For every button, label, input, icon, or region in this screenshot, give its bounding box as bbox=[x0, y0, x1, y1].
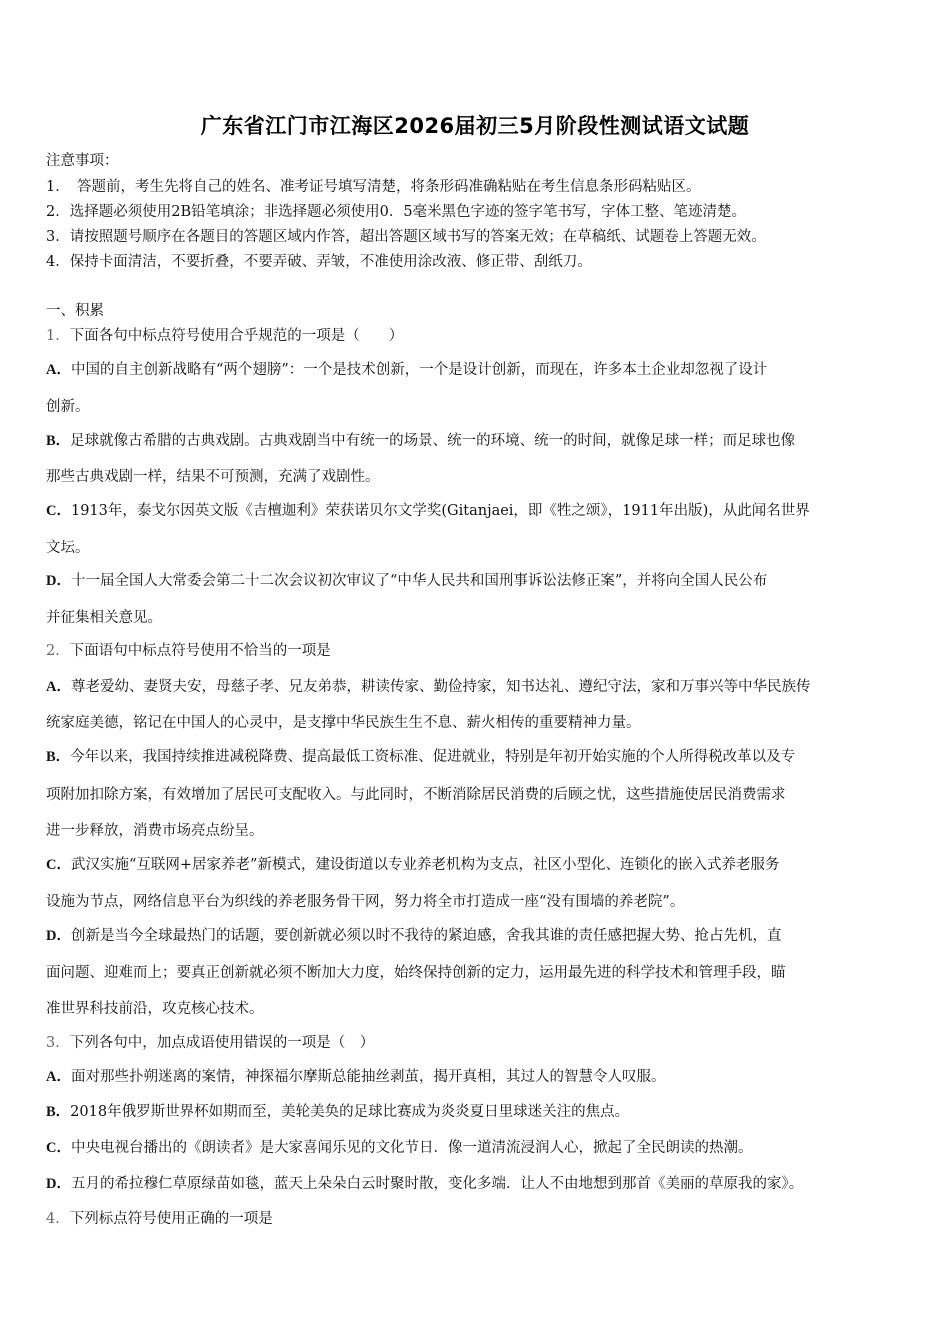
option-line: A．尊老爱幼、妻贤夫安，母慈子孝、兄友弟恭，耕读传家、勤俭持家，知书达礼、遵纪守法，家和万事兴等中华民族传 bbox=[46, 679, 811, 695]
notice-item: 4．保持卡面清洁，不要折叠，不要弄破、弄皱，不准使用涂改液、修正带、刮纸刀。 bbox=[46, 254, 592, 270]
option-label: C． bbox=[46, 503, 71, 519]
question-stem: 3．下列各句中，加点成语使用错误的一项是（ ） bbox=[46, 1035, 375, 1051]
option-line: D．十一届全国人大常委会第二十二次会议初次审议了“中华人民共和国刑事诉讼法修正案”，并将向全国人民公布 bbox=[46, 573, 768, 589]
option-line: C．1913年，泰戈尔因英文版《吉檀迦利》荣获诺贝尔文学奖(Gitanjaei，即《牲之颂》，1911年出版)，从此闻名世界 bbox=[46, 503, 810, 519]
section-heading: 一、积累 bbox=[46, 303, 104, 319]
option-line: 那些古典戏剧一样，结果不可预测，充满了戏剧性。 bbox=[46, 469, 380, 485]
question-number: 4． bbox=[46, 1211, 70, 1227]
option-line: 文坛。 bbox=[46, 540, 90, 556]
exam-title: 广东省江门市江海区2026届初三5月阶段性测试语文试题 bbox=[200, 114, 750, 138]
option-label: A． bbox=[46, 362, 71, 378]
option-line: 并征集相关意见。 bbox=[46, 610, 162, 626]
question-stem: 2．下面语句中标点符号使用不恰当的一项是 bbox=[46, 643, 331, 659]
option-line: 设施为节点，网络信息平台为织线的养老服务骨干网，努力将全市打造成一座“没有围墙的养老院”。 bbox=[46, 894, 685, 910]
option-line: B．足球就像古希腊的古典戏剧。古典戏剧当中有统一的场景、统一的环境、统一的时间，就像足球一样；而足球也像 bbox=[46, 433, 796, 449]
option-line: C．中央电视台播出的《朗读者》是大家喜闻乐见的文化节日．像一道清流浸润人心，掀起了全民朗读的热潮。 bbox=[46, 1140, 753, 1156]
option-line: C．武汉实施“互联网+居家养老”新模式，建设街道以专业养老机构为支点，社区小型化、连锁化的嵌入式养老服务 bbox=[46, 857, 780, 873]
option-label: A． bbox=[46, 1069, 71, 1085]
option-line: B．今年以来，我国持续推进减税降费、提高最低工资标准、促进就业，特别是年初开始实施的个人所得税改革以及专 bbox=[46, 749, 796, 765]
notice-item: 1． 答题前，考生先将自己的姓名、准考证号填写清楚，将条形码准确粘贴在考生信息条形码粘贴区。 bbox=[46, 179, 701, 195]
question-number: 2． bbox=[46, 643, 70, 659]
option-label: C． bbox=[46, 857, 71, 873]
option-label: B． bbox=[46, 1104, 71, 1120]
option-line: 创新。 bbox=[46, 399, 90, 415]
option-line: 进一步释放，消费市场亮点纷呈。 bbox=[46, 823, 264, 839]
question-number: 3． bbox=[46, 1035, 70, 1051]
option-line: A．面对那些扑朔迷离的案情，神探福尔摩斯总能抽丝剥茧，揭开真相，其过人的智慧令人叹服。 bbox=[46, 1069, 666, 1085]
notice-heading: 注意事项： bbox=[46, 153, 119, 169]
option-label: C． bbox=[46, 1140, 71, 1156]
option-label: B． bbox=[46, 433, 71, 449]
option-line: D．创新是当今全球最热门的话题，要创新就必须以时不我待的紧迫感，舍我其谁的责任感把握大势、抢占先机，直 bbox=[46, 928, 782, 944]
option-label: D． bbox=[46, 928, 71, 944]
option-line: B．2018年俄罗斯世界杯如期而至，美轮美奂的足球比赛成为炎炎夏日里球迷关注的焦点。 bbox=[46, 1104, 630, 1120]
notice-item: 2．选择题必须使用2B铅笔填涂；非选择题必须使用0．5毫米黑色字迹的签字笔书写，字体工整、笔迹清楚。 bbox=[46, 204, 747, 220]
question-number: 1． bbox=[46, 328, 70, 344]
option-label: B． bbox=[46, 749, 71, 765]
option-line: D．五月的希拉穆仁草原绿苗如毯，蓝天上朵朵白云时聚时散，变化多端．让人不由地想到那首《美丽的草原我的家》。 bbox=[46, 1176, 804, 1192]
question-stem: 1．下面各句中标点符号使用合乎规范的一项是（ ） bbox=[46, 328, 404, 344]
option-label: D． bbox=[46, 573, 71, 589]
notice-item: 3．请按照题号顺序在各题目的答题区域内作答，超出答题区域书写的答案无效；在草稿纸、试题卷上答题无效。 bbox=[46, 229, 766, 245]
option-line: A．中国的自主创新战略有“两个翅膀”：一个是技术创新，一个是设计创新，而现在，许多本土企业却忽视了设计 bbox=[46, 362, 768, 378]
option-line: 面问题、迎难而上；要真正创新就必须不断加大力度，始终保持创新的定力，运用最先进的科学技术和管理手段，瞄 bbox=[46, 965, 786, 981]
option-line: 统家庭美德，铭记在中国人的心灵中，是支撑中华民族生生不息、薪火相传的重要精神力量。 bbox=[46, 715, 641, 731]
option-line: 准世界科技前沿，攻克核心技术。 bbox=[46, 1001, 264, 1017]
option-line: 项附加扣除方案，有效增加了居民可支配收入。与此同时，不断消除居民消费的后顾之忧，这些措施使居民消费需求 bbox=[46, 787, 786, 803]
question-stem: 4．下列标点符号使用正确的一项是 bbox=[46, 1211, 273, 1227]
option-label: D． bbox=[46, 1176, 71, 1192]
option-label: A． bbox=[46, 679, 71, 695]
